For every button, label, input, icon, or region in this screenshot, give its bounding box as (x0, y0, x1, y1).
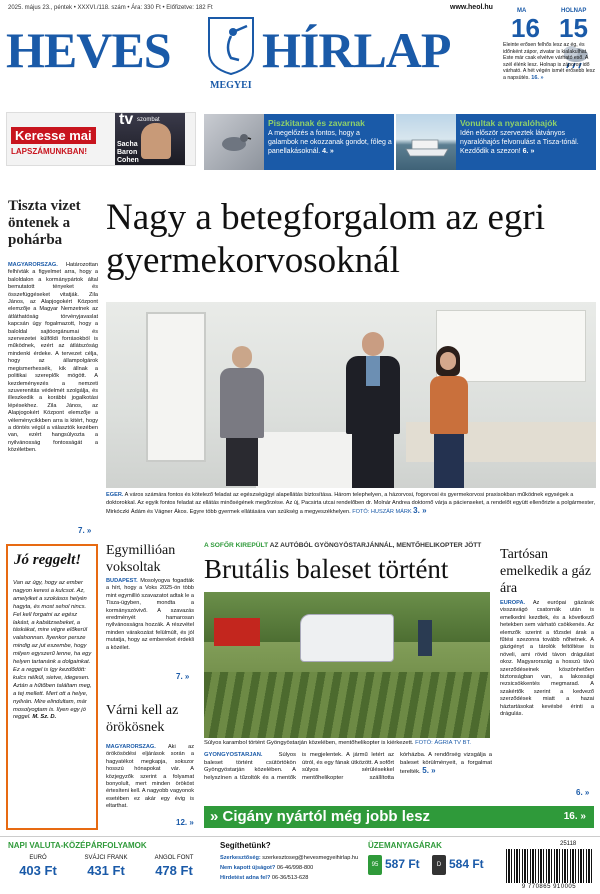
ad-magazine-title: tv (119, 112, 134, 128)
left-article-body: Határozottan felhívták a figyelmet arra, hogy a baloldalon a kormánypártok által bemutatott tényeket és összefüggéseket vitatják. Zila János, az Alapjogokért Központ elemzője a Magyar Nemzetnek az átláthatóság törvényjavaslat kapcsán úgy fogalmazott, hogy a baloldal sajtóorgánumai és szervezetei külföldi forrásokból is működnek, ezért az átlátszóság mindenki érdeke. A tervezet célja, hogy az állampolgárok megismerhessék, kik állnak a politikai szereplők mögött. A kezdeményezés a nemzeti szuverenitás védelmét szolgálja, és illeszkedik a korábbi jogalkotási lépésekhez. Zila János, az Alapjogokért Központ elemzője a véleménycikkben arra is kitért, hogy a döntés végül a választók kezében van, ezért hangsúlyozta a nyilvánosság fontosságát a közéletben. (8, 262, 98, 454)
right-article-title[interactable]: Tartósan emelkedik a gáz ára (500, 547, 591, 596)
promo-2-page: 6. » (522, 148, 535, 155)
fuel-item-1-value: 584 Ft (449, 857, 484, 871)
green-banner-text: » Cigány nyártól még jobb lesz (210, 808, 431, 825)
accident-photo (204, 592, 490, 738)
accident-photo-person (418, 620, 432, 656)
masthead-subtitle: MEGYEI (210, 80, 252, 91)
accident-caption-text: Súlyos karambol történt Gyöngyöstarján közelében, mentőhelikopter is kiérkezett. (204, 740, 414, 746)
boat-icon (404, 136, 450, 158)
ad-magazine-brand: szombat (137, 117, 160, 123)
accident-headline[interactable]: Brutális baleset történt (204, 554, 449, 584)
weather-box (503, 4, 595, 104)
lead-photo-person-1 (218, 346, 266, 486)
promo-2-body: Idén először szerveztek látványos nyaralóhajós felvonulást a Tisza-tónál. Kezdődik a szezon! (460, 130, 579, 155)
help-row-0[interactable] (220, 855, 358, 861)
fx-item-1 (76, 855, 136, 878)
promo-1-body: A megelőzés a fontos, hogy a galambok ne okozzanak gondot, főleg a panellakásoknál. (268, 130, 392, 155)
barcode-number: 9 770865 910005 (521, 884, 577, 890)
weather-day2-label: HOLNAP (561, 8, 587, 14)
weather-text-body: Eleinte erősen felhős lesz az ég, és időnként zápor, zivatar is kialakulhat. Este már csak elvétve várható eső. A szél élénk lesz. Holnap is záporos idő várható. A hét végén ismét erősebb lesz a napsütés. (503, 42, 595, 81)
right-article-page[interactable]: 6. » (576, 788, 590, 797)
accident-region: GYÖNGYÖSTARJÁN. (204, 752, 263, 758)
help-row-1-value: 06-46/998-800 (276, 865, 314, 871)
fx-title: NAPI VALUTA-KÖZÉPÁRFOLYAMOK (8, 841, 147, 850)
left-article-page[interactable]: 7. » (78, 526, 92, 535)
middle-article2-body: Aki az örökösödési eljárások során a hagyatékot megkapja, sokszor hosszú hónapokat vár. A közjegyzők szerint a folyamat bonyolult, mert minden örököst értesíteni kell. A nagyobb vagyonok esetében ez akár egy évig is eltarthat. (106, 744, 194, 810)
middle-article1-title[interactable]: Egymillióan voksoltak (106, 543, 176, 575)
weather-day1-temp: 16 (511, 13, 540, 43)
lead-photo-door (146, 312, 206, 462)
green-banner[interactable] (204, 806, 594, 828)
ad-line2: LAPSZÁMUNKBAN! (11, 147, 87, 156)
fx-item-0 (8, 855, 68, 878)
fx-item-0-value: 403 Ft (19, 863, 57, 878)
lead-photo-credit: FOTÓ: HUSZÁR MÁRK (352, 509, 412, 516)
lead-headline[interactable]: Nagy a betegforgalom az egri gyermekorvosoknál (106, 197, 546, 281)
good-morning-body: Van az úgy, hogy az ember nagyon keresi a kulcsot. Az, amelyiket a szokásos helyén hagyta, és most sehol nincs. Fel kell forgatni az egész lakást, a kabátzsebeket, a táskákat, mire végre előkerül valahonnan. Ilyenkor persze mindig az jut eszembe, hogy milyen egyszerű lenne, ha egy helyen tartanánk a dolgainkat. Ez a reggel is így kezdődött: kulcs nélkül, sietve, idegesen. Aztán a hűtőben találtam meg, a tej mellett. Mert ott a helye, nyilván. Mire elindultam, már mosolyogtam is. Ilyen egy jó reggel. (13, 580, 92, 721)
promo-2[interactable] (396, 114, 596, 170)
left-article-text (8, 262, 98, 526)
accident-page[interactable]: 5. » (422, 766, 436, 776)
ad-magazine-cover (115, 113, 185, 166)
bottom-bar (0, 836, 600, 894)
fuel-title: ÜZEMANYAGÁRAK (368, 841, 442, 850)
weather-text (503, 42, 595, 82)
weather-day2-temp: 15 (559, 13, 588, 43)
right-article-text (500, 600, 594, 786)
promo-1-title: Piszkitanak és zavarnak (268, 118, 365, 128)
accident-body: Súlyos baleset történt csütörtökön Gyöngyöstarján közelében. A helyszínen a tűzoltók és a mentők is megjelentek. A jármű letért az útról, és egy fának ütközött. A sofőrt súlyos sérülésekkel mentőhelikopter szállította kórházba. A rendőrség vizsgálja a baleset körülményeit, a forgalmat terelték. (204, 752, 492, 781)
green-banner-page: 16. » (563, 811, 586, 822)
promo-1-page: 4. » (322, 148, 334, 155)
promo-1[interactable] (204, 114, 394, 170)
pigeon-icon (216, 130, 252, 154)
accident-caption (204, 740, 492, 747)
fuel-item-0-name: 95 (371, 862, 379, 868)
lead-caption-region: EGER. (106, 492, 124, 498)
middle-article2-page[interactable]: 12. » (176, 818, 194, 827)
lead-photo (106, 302, 596, 488)
promo-2-title: Vonultak a nyaralóhajók (460, 118, 558, 128)
middle-article1-text (106, 578, 194, 670)
accident-kicker (204, 542, 481, 549)
fx-item-0-name: EURÓ (29, 855, 47, 861)
promo-1-text (268, 129, 392, 156)
accident-photo-van (300, 614, 394, 662)
fuel-pump-diesel-icon (432, 855, 446, 875)
accident-kicker-highlight: A SOFŐR KIREPÜLT (204, 542, 269, 549)
lead-photo-person-2 (344, 332, 402, 488)
good-morning-author: M. Sz. D. (32, 714, 57, 721)
middle-article2-title[interactable]: Várni kell az örökösnek (106, 703, 179, 735)
accident-photo-firetruck (214, 618, 260, 646)
masthead-title-left: HEVES (6, 22, 171, 78)
fx-item-2-value: 478 Ft (155, 863, 193, 878)
good-morning-box (6, 544, 98, 830)
middle-article1-region: BUDAPEST. (106, 578, 138, 584)
site-url[interactable]: www.heol.hu (450, 4, 493, 11)
help-row-2-value: 06-36/513-628 (271, 875, 309, 881)
fuel-item-0-value: 587 Ft (385, 857, 420, 871)
fx-item-1-name: SVÁJCI FRANK (84, 855, 128, 861)
accident-kicker-rest: AZ AUTÓBÓL GYÖNGYÖSTARJÁNNÁL, MENTŐHELIKOPTER JÖTT (269, 542, 482, 549)
help-row-2-label: Hirdetést adna fel? (220, 875, 271, 881)
stork-logo-icon (203, 14, 259, 76)
issue-line: 2025. május 23., péntek • XXXVI./118. szám • Ára: 330 Ft • Előfizetve: 182 Ft (8, 5, 213, 11)
promo-2-text (460, 129, 592, 156)
lead-photo-person-3 (426, 346, 472, 488)
left-article-region: MAGYARORSZÁG. (8, 262, 58, 268)
barcode-icon (506, 849, 592, 883)
accident-photo-vineyard (204, 672, 490, 738)
fx-item-1-value: 431 Ft (87, 863, 125, 878)
accident-photo-credit: FOTÓ: ÁGRIA TV BT. (415, 740, 472, 746)
help-row-1[interactable] (220, 865, 313, 871)
left-article-title[interactable]: Tiszta vizet öntenek a pohárba (8, 198, 81, 248)
help-row-0-value: szerkesztoseg@hevesmegyeihirlap.hu (262, 855, 359, 861)
help-title: Segíthetünk? (220, 841, 271, 850)
middle-article2-text (106, 744, 194, 812)
barcode-issue: 25118 (560, 841, 577, 847)
weather-page-ref[interactable]: 16. » (531, 74, 544, 81)
right-article-region: EURÓPA. (500, 600, 526, 606)
ad-person-name: Sacha Baron Cohen (117, 141, 139, 164)
middle-article1-body: Mosolyogva fogadták a hírt, hogy a Voks 2025-ön több mint egymillió szavazatot adtak le a Tisza-ügyben, mondta a kormányszóvivő. A szavazás eredményét hamarosan nyilvánosságra hozzák. A részvétel minden várakozást felülmúlt, és jól mutatja, hogy az embereket érdekli a közélet. (106, 578, 194, 651)
ad-line1: Keresse mai (11, 127, 96, 144)
good-morning-title: Jó reggelt! (14, 552, 82, 568)
fx-item-2-name: ANGOL FONT (154, 855, 194, 861)
right-article-body: Az európai gázárak visszavágó csatornák után is emelkedni kezdtek, és a következő hetekben sem várható csökkenés. Az elemzők szerint a tőzsdei árak a fűtési szezonra tovább nőhetnek. A gázigényt a tárolók feltöltése is növeli, ami rövid távon drágulást okoz. Magyarország a hosszú távú szerződéseinek köszönhetően biztonságban van, a lakossági rezsicsökkentés megmarad. A szakértők szerint a kedvező szerződések miatt a hazai háztartásokat kevésbé érinti a drágulás. (500, 600, 594, 718)
masthead-title-right: HÍRLAP (262, 22, 451, 78)
lead-page[interactable]: 3. » (413, 506, 427, 516)
middle-article2-region: MAGYARORSZÁG. (106, 744, 156, 750)
weather-day1-label: MA (517, 8, 527, 14)
fx-item-2 (144, 855, 204, 878)
help-row-1-label: Nem kapott újságot? (220, 865, 276, 871)
middle-article1-page[interactable]: 7. » (176, 672, 190, 681)
lead-caption (106, 492, 596, 517)
fuel-item-1-name: D (436, 862, 442, 868)
ad-box[interactable] (6, 112, 196, 166)
fuel-pump-95-icon (368, 855, 382, 875)
help-row-2[interactable] (220, 875, 308, 881)
help-row-0-label: Szerkesztőség: (220, 855, 261, 861)
lead-caption-text: A város számára fontos és kötelező feladat az egészségügyi alapellátás biztosítása. Három telephelyen, a házorvosi, fogorvosi és gyermekorvosi praxisokban működnek egységek a doktorokkal. Az egyik fontos feladat az ellátás minőségének megőrzése. Az új, Pacsirta utcai rendelőben dr. Molnár Andrea doktornő várja a pácienseket, a rendelőt együtt ellenőrizte a polgármester, Mirkóczki Ádám és Vágner Ákos. Egyre több gyermek ellátására van szükség a megyeszékhelyen. (106, 492, 596, 516)
good-morning-text (13, 580, 93, 820)
